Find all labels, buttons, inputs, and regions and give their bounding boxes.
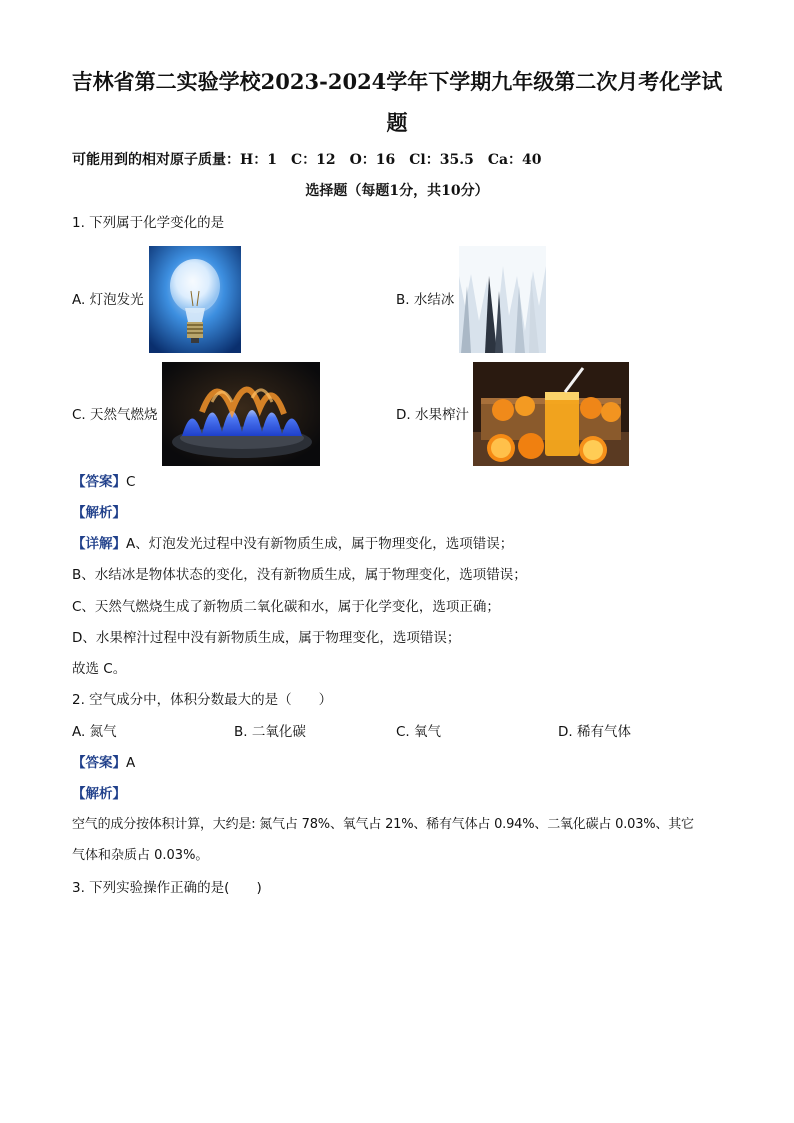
atomic-masses: 可能用到的相对原子质量：H：1 C：12 O：16 Cl：35.5 Ca：40 bbox=[72, 152, 542, 168]
exam-title-line1: 吉林省第二实验学校2023-2024学年下学期九年级第二次月考化学试 bbox=[71, 69, 723, 94]
q2-stem: 2. 空气成分中，体积分数最大的是（ ） bbox=[72, 692, 333, 708]
q1-answer-value: C bbox=[126, 474, 136, 490]
q2-analysis-line1: 空气的成分按体积计算，大约是: 氮气占 78%、氧气占 21%、稀有气体占 0.94%、二氧化碳占 0.03%、其它 bbox=[72, 817, 694, 832]
q1-answer bbox=[72, 472, 135, 492]
q2-analysis-heading bbox=[72, 784, 126, 804]
q3-stem: 3. 下列实验操作正确的是( ) bbox=[72, 880, 262, 896]
icicles-image bbox=[459, 246, 546, 353]
q2-option-b: B. 二氧化碳 bbox=[234, 724, 306, 740]
q1-analysis-heading bbox=[72, 503, 126, 523]
q2-answer-value: A bbox=[126, 755, 136, 771]
section-heading: 选择题（每题1分，共10分） bbox=[305, 183, 489, 199]
q2-option-a: A. 氮气 bbox=[72, 724, 117, 740]
q1-conclusion: 故选 C。 bbox=[72, 661, 127, 677]
q1-detail-a-line bbox=[72, 534, 513, 554]
q1-analysis-tag: 【解析】 bbox=[72, 505, 126, 521]
q2-option-c: C. 氧气 bbox=[396, 724, 442, 740]
orange-juice-image bbox=[473, 362, 629, 466]
q1-option-c: C. 天然气燃烧 bbox=[72, 407, 158, 423]
q1-detail-a: A、灯泡发光过程中没有新物质生成，属于物理变化，选项错误； bbox=[126, 536, 514, 552]
q2-option-d: D. 稀有气体 bbox=[558, 724, 631, 740]
q1-answer-tag: 【答案】 bbox=[72, 474, 126, 490]
q2-analysis-line2: 气体和杂质占 0.03%。 bbox=[72, 848, 209, 863]
q1-option-b: B. 水结冰 bbox=[396, 292, 455, 308]
q1-stem: 1. 下列属于化学变化的是 bbox=[72, 215, 225, 231]
q1-option-a: A. 灯泡发光 bbox=[72, 292, 144, 308]
q2-analysis-tag: 【解析】 bbox=[72, 786, 126, 802]
q1-detail-b: B、水结冰是物体状态的变化，没有新物质生成，属于物理变化，选项错误； bbox=[72, 567, 527, 583]
q1-detail-tag: 【详解】 bbox=[72, 536, 126, 552]
q1-option-d: D. 水果榨汁 bbox=[396, 407, 469, 423]
q1-detail-c: C、天然气燃烧生成了新物质二氧化碳和水，属于化学变化，选项正确； bbox=[72, 599, 500, 615]
q2-answer-tag: 【答案】 bbox=[72, 755, 126, 771]
lightbulb-image bbox=[149, 246, 241, 353]
gas-flame-image bbox=[162, 362, 320, 466]
exam-title-line2: 题 bbox=[386, 110, 408, 135]
q2-answer bbox=[72, 753, 135, 773]
q1-detail-d: D、水果榨汁过程中没有新物质生成，属于物理变化，选项错误； bbox=[72, 630, 461, 646]
